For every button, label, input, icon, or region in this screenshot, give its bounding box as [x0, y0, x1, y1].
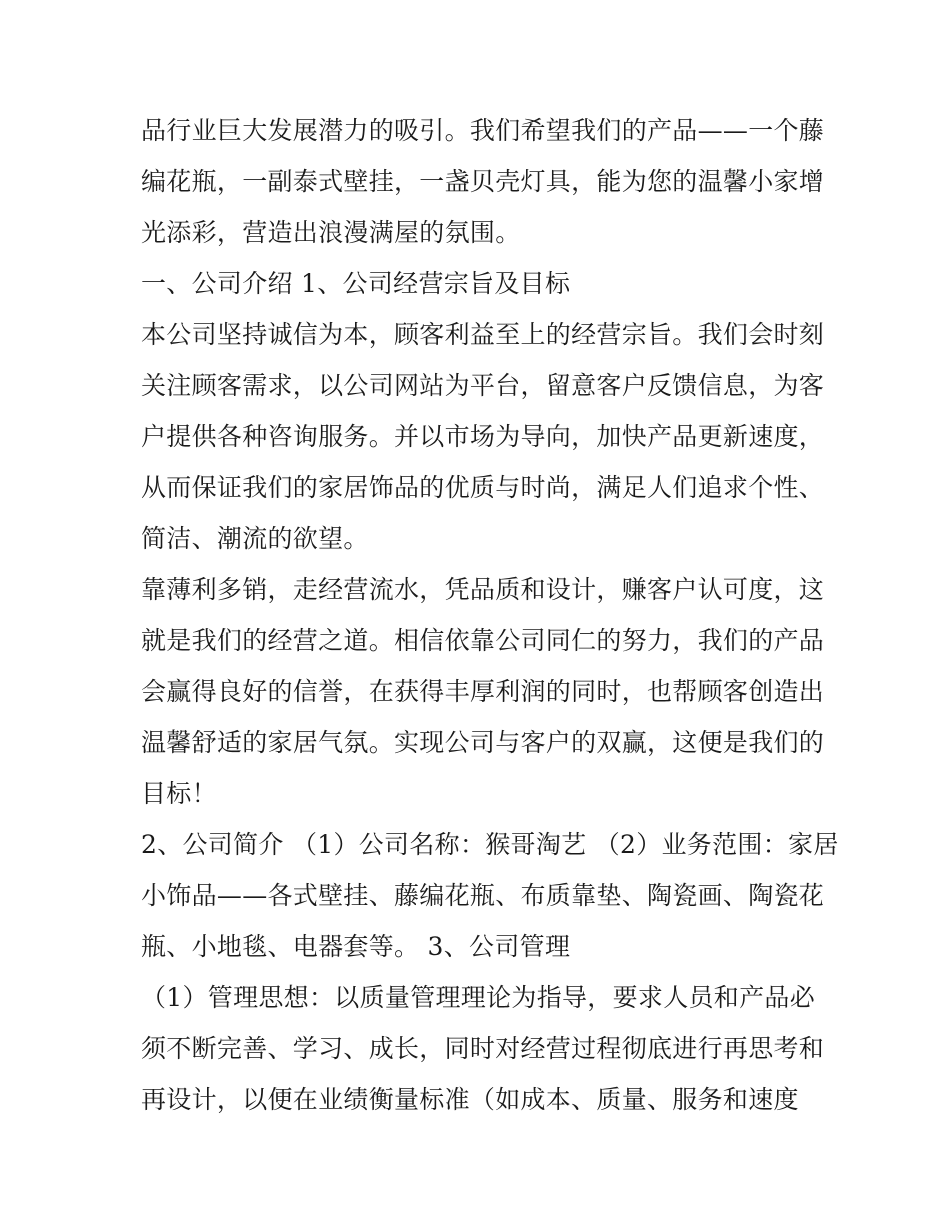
text-line: 从而保证我们的家居饰品的优质与时尚，满足人们追求个性、 [141, 473, 825, 502]
text-line: 再设计，以便在业绩衡量标准（如成本、质量、服务和速度 [141, 1085, 799, 1114]
document-body [141, 105, 839, 1125]
text-line: 温馨舒适的家居气氛。实现公司与客户的双赢，这便是我们的 [141, 728, 825, 757]
section-heading: 一、公司介绍 1、公司经营宗旨及目标 [141, 269, 571, 298]
text-line: 小饰品——各式壁挂、藤编花瓶、布质靠垫、陶瓷画、陶瓷花 [141, 881, 825, 910]
text-line: 简洁、潮流的欲望。 [141, 524, 369, 553]
text-line: 2、公司简介 （1）公司名称：猴哥淘艺 （2）业务范围：家居 [141, 830, 839, 859]
text-line: 须不断完善、学习、成长，同时对经营过程彻底进行再思考和 [141, 1034, 825, 1063]
text-line: （1）管理思想：以质量管理理论为指导，要求人员和产品必 [141, 983, 816, 1012]
text-line: 就是我们的经营之道。相信依靠公司同仁的努力，我们的产品 [141, 626, 825, 655]
text-line: 会赢得良好的信誉，在获得丰厚利润的同时，也帮顾客创造出 [141, 677, 825, 706]
text-line: 品行业巨大发展潜力的吸引。我们希望我们的产品——一个藤 [141, 116, 825, 145]
text-line: 户提供各种咨询服务。并以市场为导向，加快产品更新速度， [141, 422, 825, 451]
text-line: 光添彩，营造出浪漫满屋的氛围。 [141, 218, 521, 247]
text-line: 目标！ [141, 779, 217, 808]
text-line: 瓶、小地毯、电器套等。 3、公司管理 [141, 932, 571, 961]
text-line: 本公司坚持诚信为本，顾客利益至上的经营宗旨。我们会时刻 [141, 320, 825, 349]
text-line: 关注顾客需求，以公司网站为平台，留意客户反馈信息，为客 [141, 371, 825, 400]
text-line: 靠薄利多销，走经营流水，凭品质和设计，赚客户认可度，这 [141, 575, 825, 604]
text-line: 编花瓶，一副泰式壁挂，一盏贝壳灯具，能为您的温馨小家增 [141, 167, 825, 196]
